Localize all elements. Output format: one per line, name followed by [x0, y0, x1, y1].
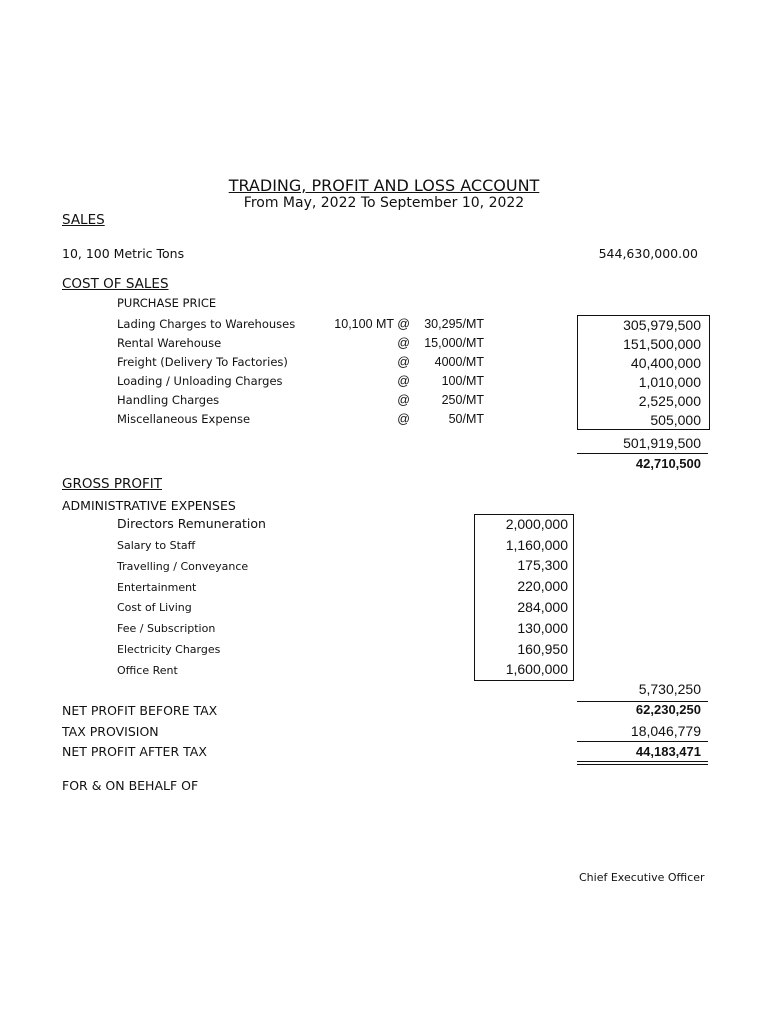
- cos-row-qty: @: [397, 374, 410, 388]
- admin-row-amount: 284,000: [517, 599, 568, 615]
- cos-row-amount: 2,525,000: [638, 393, 701, 409]
- cost-of-sales-heading: COST OF SALES: [62, 276, 169, 292]
- sales-line-value: 544,630,000.00: [598, 246, 698, 261]
- cos-row-label: Handling Charges: [117, 393, 220, 407]
- double-underline: [577, 761, 708, 762]
- tax-provision-label: TAX PROVISION: [62, 724, 159, 739]
- cost-of-sales-total: 501,919,500: [623, 435, 701, 451]
- double-underline: [577, 764, 708, 765]
- cos-row-qty: @: [397, 412, 410, 426]
- gross-profit-value: 42,710,500: [635, 456, 701, 471]
- admin-row-label: Salary to Staff: [117, 539, 196, 552]
- cos-row-rate: 30,295/MT: [424, 317, 484, 331]
- cos-row-rate: 15,000/MT: [424, 336, 484, 350]
- admin-row-amount: 220,000: [517, 578, 568, 594]
- net-profit-before-tax-label: NET PROFIT BEFORE TAX: [62, 703, 218, 718]
- cos-row-rate: 250/MT: [441, 393, 484, 407]
- cos-row-amount: 40,400,000: [630, 355, 701, 371]
- net-profit-after-tax-value: 44,183,471: [635, 744, 701, 759]
- admin-row-label: Electricity Charges: [117, 643, 221, 656]
- gross-profit-heading: GROSS PROFIT: [62, 476, 163, 492]
- cos-row-label: Loading / Unloading Charges: [117, 374, 283, 388]
- cos-row-rate: 100/MT: [441, 374, 484, 388]
- cos-row-amount: 1,010,000: [638, 374, 701, 390]
- purchase-price-label: PURCHASE PRICE: [117, 296, 217, 310]
- admin-row-label: Fee / Subscription: [117, 622, 216, 635]
- cos-row-qty: 10,100 MT @: [334, 317, 410, 331]
- page-title: TRADING, PROFIT AND LOSS ACCOUNT: [228, 176, 540, 195]
- admin-expenses-box: [474, 514, 574, 681]
- cos-row-label: Rental Warehouse: [117, 336, 222, 350]
- tax-provision-value: 18,046,779: [630, 723, 701, 739]
- admin-row-amount: 175,300: [517, 557, 568, 573]
- admin-row-amount: 160,950: [517, 641, 568, 657]
- admin-row-label: Office Rent: [117, 664, 178, 677]
- net-profit-after-tax-label: NET PROFIT AFTER TAX: [62, 744, 207, 759]
- admin-expenses-total: 5,730,250: [638, 681, 701, 697]
- admin-row-label: Travelling / Conveyance: [117, 560, 249, 573]
- cos-row-qty: @: [397, 393, 410, 407]
- cos-row-rate: 50/MT: [448, 412, 484, 426]
- period-subtitle: From May, 2022 To September 10, 2022: [243, 195, 525, 211]
- on-behalf-label: FOR & ON BEHALF OF: [62, 778, 199, 793]
- sales-heading: SALES: [62, 212, 105, 228]
- admin-row-label: Cost of Living: [117, 601, 192, 614]
- divider-line: [577, 453, 708, 454]
- sales-line-label: 10, 100 Metric Tons: [62, 246, 185, 261]
- net-profit-before-tax-value: 62,230,250: [635, 702, 701, 717]
- admin-expenses-heading: ADMINISTRATIVE EXPENSES: [62, 498, 236, 513]
- admin-row-amount: 1,600,000: [505, 661, 568, 677]
- divider-line: [577, 741, 708, 742]
- admin-row-label: Directors Remuneration: [117, 516, 266, 531]
- cos-row-amount: 151,500,000: [623, 336, 701, 352]
- signatory-title: Chief Executive Officer: [579, 871, 705, 884]
- admin-row-amount: 1,160,000: [505, 537, 568, 553]
- admin-row-label: Entertainment: [117, 581, 197, 594]
- admin-row-amount: 2,000,000: [505, 516, 568, 532]
- cos-row-qty: @: [397, 355, 410, 369]
- cos-row-label: Freight (Delivery To Factories): [117, 355, 288, 369]
- cos-row-label: Lading Charges to Warehouses: [117, 317, 296, 331]
- admin-row-amount: 130,000: [517, 620, 568, 636]
- cost-of-sales-box: [577, 315, 710, 430]
- cos-row-label: Miscellaneous Expense: [117, 412, 251, 426]
- cos-row-rate: 4000/MT: [434, 355, 484, 369]
- cos-row-qty: @: [397, 336, 410, 350]
- cos-row-amount: 305,979,500: [623, 317, 701, 333]
- cos-row-amount: 505,000: [650, 412, 701, 428]
